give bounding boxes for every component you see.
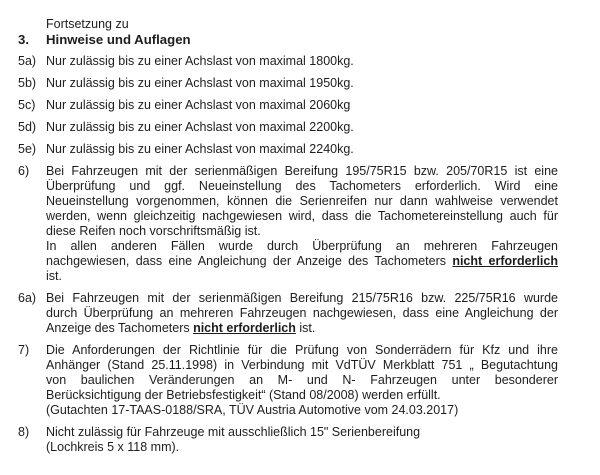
list-item [18, 343, 560, 418]
item-number: 5e) [18, 142, 37, 156]
text-line [46, 440, 558, 455]
text-run: In allen anderen Fällen wurde durch Überprüfung an mehreren Fahrzeugen [46, 239, 558, 253]
list-item [18, 164, 560, 284]
text-run: (Lochkreis 5 x 118 mm). [46, 440, 180, 454]
text-run: diese Reifen noch vorschriftsmäßig ist. [46, 224, 261, 238]
text-line [46, 373, 558, 388]
section-number: 3. [18, 32, 29, 47]
text-line [46, 142, 558, 157]
list-item [18, 98, 560, 113]
text-line [46, 224, 558, 239]
emphasized-text: nicht erforderlich [193, 321, 296, 335]
list-item [18, 54, 560, 69]
document-header [18, 17, 560, 47]
text-line [46, 403, 558, 418]
text-run: Berücksichtigung der Betriebsfestigkeit“ (Stand 08/2008) werden erfüllt. [46, 388, 441, 402]
text-line [46, 120, 558, 135]
text-line [46, 54, 558, 69]
text-run: ist. [46, 269, 62, 283]
conditions-list [18, 54, 560, 455]
item-number: 6) [18, 164, 30, 178]
text-line [46, 358, 558, 373]
item-text [46, 164, 558, 284]
list-item [18, 291, 560, 336]
text-run: durch Überprüfung an mehreren Fahrzeugen nachgewiesen, dass eine Angleichung der [46, 306, 558, 320]
text-line [46, 343, 558, 358]
text-run: nachgewiesen, dass eine Angleichung der Anzeige des Tachometers [46, 254, 453, 268]
text-line [46, 76, 558, 91]
item-number: 8) [18, 425, 30, 439]
text-line [46, 306, 558, 321]
item-text [46, 425, 558, 455]
list-item [18, 76, 560, 91]
item-number: 5d) [18, 120, 37, 134]
text-run: Nicht zulässig für Fahrzeuge mit ausschließlich 15" Serienbereifung [46, 425, 421, 439]
item-text [46, 76, 558, 91]
text-line [46, 425, 558, 440]
item-text [46, 291, 558, 336]
text-run: (Gutachten 17-TAAS-0188/SRA, TÜV Austria Automotive vom 24.03.2017) [46, 403, 459, 417]
list-item [18, 120, 560, 135]
item-number: 5c) [18, 98, 36, 112]
item-text [46, 54, 558, 69]
list-item [18, 142, 560, 157]
text-run: Nur zulässig bis zu einer Achslast von maximal 2060kg [46, 98, 351, 112]
section-title: Hinweise und Auflagen [46, 32, 191, 47]
text-line [46, 164, 558, 179]
text-line [46, 179, 558, 194]
continuation-note: Fortsetzung zu [46, 17, 129, 31]
emphasized-text: nicht erforderlich [452, 254, 558, 268]
text-line [46, 194, 558, 209]
item-text [46, 343, 558, 418]
item-number: 6a) [18, 291, 37, 305]
text-run: von baulichen Veränderungen an M- und N- Fahrzeugen unter besonderer [46, 373, 558, 387]
text-run: Bei Fahrzeugen mit der serienmäßigen Bereifung 215/75R16 bzw. 225/75R16 wurde [46, 291, 558, 305]
text-run: Nur zulässig bis zu einer Achslast von maximal 2200kg. [46, 120, 354, 134]
continuation-row [18, 17, 560, 32]
text-line [46, 209, 558, 224]
text-line [46, 98, 558, 113]
text-line [46, 388, 558, 403]
text-run: werden, wenn gleichzeitig nachgewiesen wird, dass die Tachometereinstellung auch für [46, 209, 558, 223]
text-line [46, 291, 558, 306]
text-run: Überprüfung und ggf. Neueinstellung des Tachometers erforderlich. Wird eine [46, 179, 558, 193]
text-line [46, 254, 558, 269]
text-run: Nur zulässig bis zu einer Achslast von maximal 2240kg. [46, 142, 354, 156]
list-item [18, 425, 560, 455]
text-run: Anzeige des Tachometers [46, 321, 194, 335]
item-text [46, 142, 558, 157]
text-run: Anhänger (Stand 25.11.1998) in Verbindung mit VdTÜV Merkblatt 751 „ Begutachtung [46, 358, 558, 372]
item-text [46, 98, 558, 113]
item-number: 5b) [18, 76, 37, 90]
section-heading-row [18, 32, 560, 47]
text-run: Nur zulässig bis zu einer Achslast von maximal 1950kg. [46, 76, 354, 90]
item-text [46, 120, 558, 135]
item-number: 7) [18, 343, 30, 357]
continuation-label-spacer [18, 17, 46, 32]
text-run: ist. [295, 321, 316, 335]
text-line [46, 239, 558, 254]
text-run: Neueinstellung vorgenommen, können die Serienreifen nur dann wahlweise verwendet [46, 194, 558, 208]
text-run: Bei Fahrzeugen mit der serienmäßigen Bereifung 195/75R15 bzw. 205/70R15 ist eine [46, 164, 558, 178]
text-line [46, 321, 558, 336]
text-run: Nur zulässig bis zu einer Achslast von maximal 1800kg. [46, 54, 354, 68]
text-line [46, 269, 558, 284]
text-run: Die Anforderungen der Richtlinie für die Prüfung von Sonderrädern für Kfz und ihre [46, 343, 558, 357]
item-number: 5a) [18, 54, 37, 68]
